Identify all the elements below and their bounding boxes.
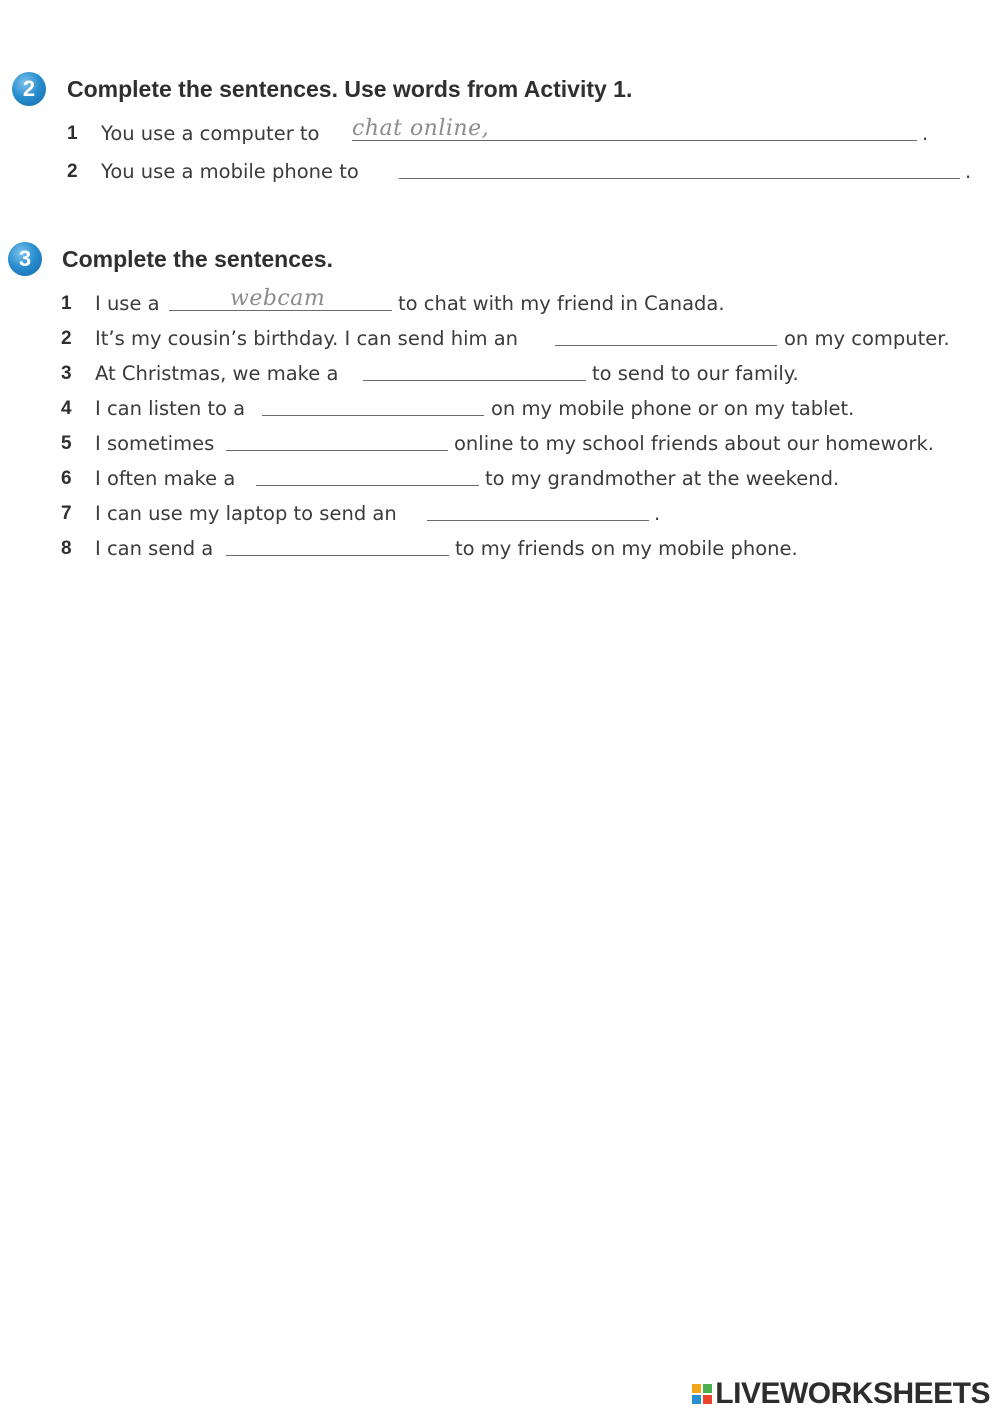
liveworksheets-logo-icon <box>692 1384 712 1404</box>
item-number: 2 <box>61 328 72 349</box>
item-number: 1 <box>61 293 72 314</box>
answer-underline <box>256 485 479 486</box>
item-text-after: online to my school friends about our homework. <box>454 432 934 455</box>
answer-underline <box>262 415 484 416</box>
answer-underline <box>226 555 449 556</box>
answer-underline <box>555 345 777 346</box>
answer-underline <box>427 520 649 521</box>
answer-underline <box>352 140 917 141</box>
answer-underline <box>363 380 586 381</box>
item-number: 2 <box>67 161 78 182</box>
item-text-after: to my grandmother at the weekend. <box>485 467 840 490</box>
item-text-before: At Christmas, we make a <box>95 362 339 385</box>
item-text-before: You use a computer to <box>101 122 320 145</box>
item-number: 5 <box>61 433 72 454</box>
item-text-before: It’s my cousin’s birthday. I can send him an <box>95 327 519 350</box>
item-number: 4 <box>61 398 72 419</box>
answer-underline <box>169 310 392 311</box>
brand-text: LIVEWORKSHEETS <box>715 1377 990 1410</box>
item-text-before: I can use my laptop to send an <box>95 502 397 525</box>
answer-underline <box>226 450 448 451</box>
activity-3-badge: 3 <box>8 242 42 276</box>
item-text-after: . <box>965 160 972 183</box>
item-text-before: I can send a <box>95 537 214 560</box>
item-text-before: You use a mobile phone to <box>101 160 359 183</box>
item-number: 7 <box>61 503 72 524</box>
item-text-before: I can listen to a <box>95 397 246 420</box>
item-text-before: I use a <box>95 292 160 315</box>
item-text-before: I sometimes <box>95 432 215 455</box>
answer-blank-input[interactable]: chat online, <box>352 116 490 141</box>
item-text-after: to my friends on my mobile phone. <box>455 537 798 560</box>
item-text-after: to chat with my friend in Canada. <box>398 292 725 315</box>
liveworksheets-brand <box>692 1379 990 1409</box>
activity-2-heading: Complete the sentences. Use words from Activity 1. <box>67 76 633 102</box>
item-text-after: on my mobile phone or on my tablet. <box>491 397 855 420</box>
answer-underline <box>399 178 960 179</box>
activity-3-heading: Complete the sentences. <box>62 246 333 272</box>
activity-2-badge: 2 <box>12 72 46 106</box>
item-text-after: . <box>654 502 661 525</box>
item-number: 3 <box>61 363 72 384</box>
item-number: 1 <box>67 123 78 144</box>
item-text-after: to send to our family. <box>592 362 799 385</box>
item-number: 8 <box>61 538 72 559</box>
item-text-after: on my computer. <box>784 327 950 350</box>
answer-blank-input[interactable]: webcam <box>230 286 326 311</box>
item-text-before: I often make a <box>95 467 236 490</box>
item-text-after: . <box>922 122 929 145</box>
item-number: 6 <box>61 468 72 489</box>
